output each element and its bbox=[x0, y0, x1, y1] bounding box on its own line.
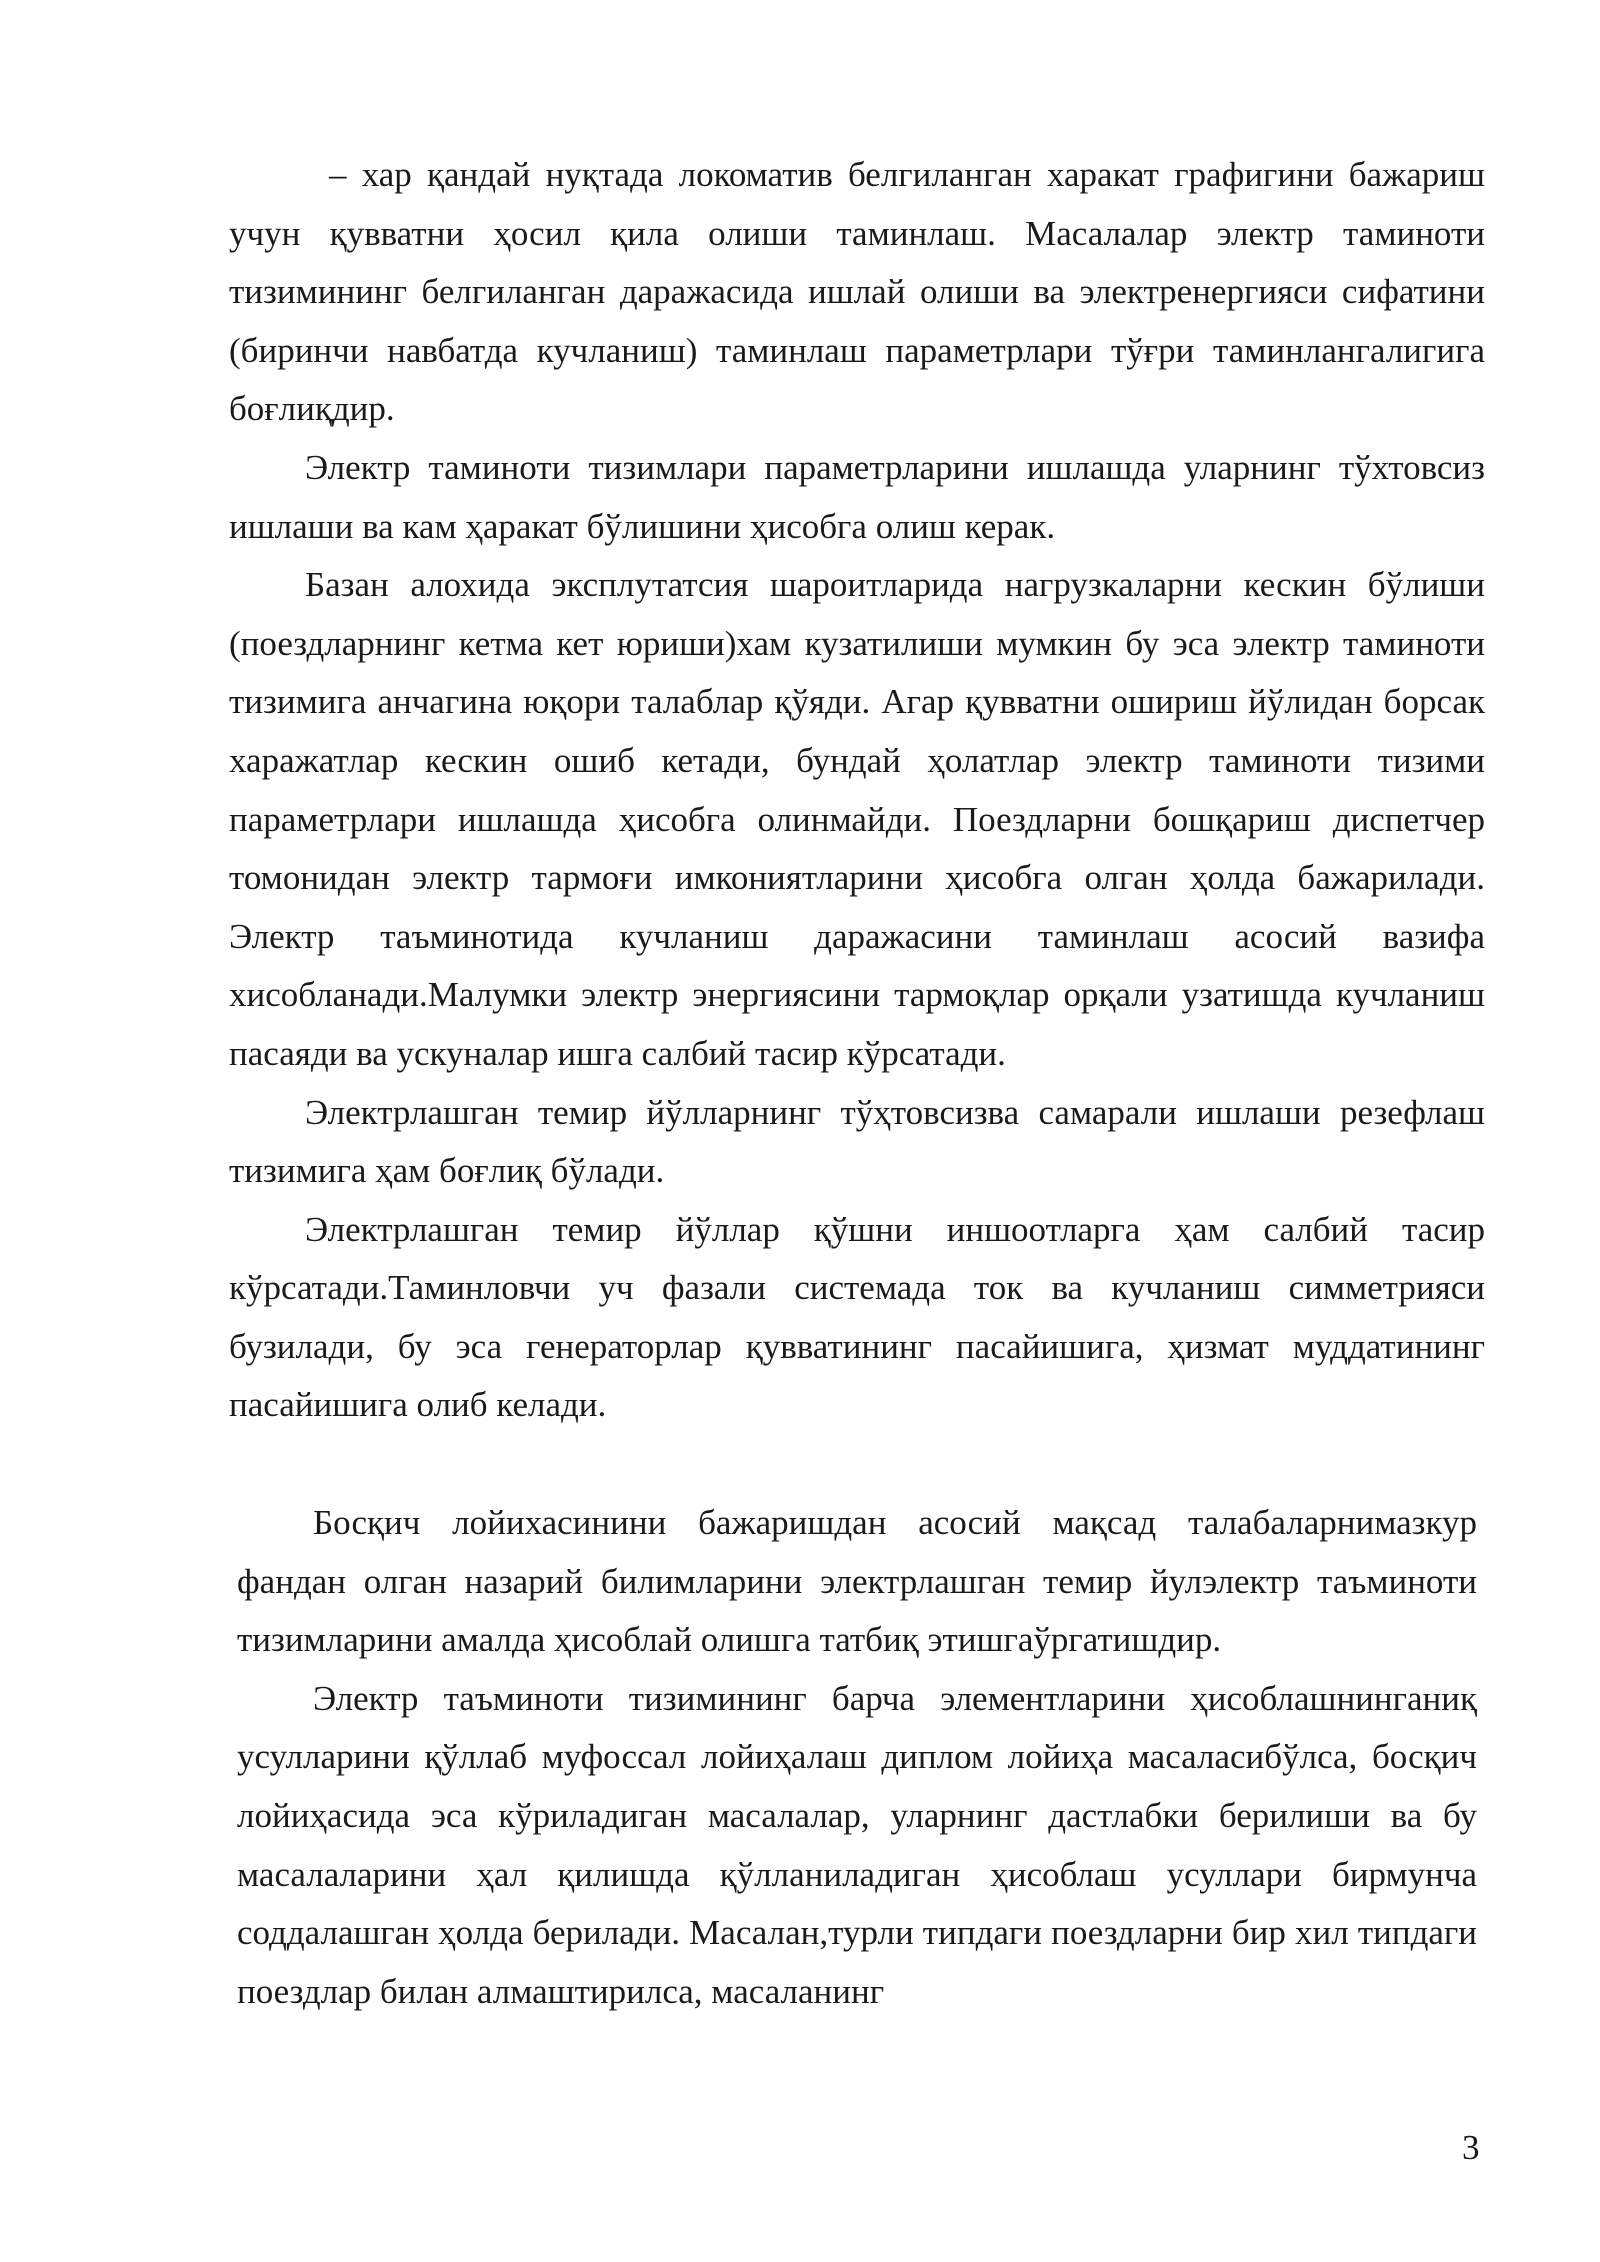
paragraph-5: Электрлашган темир йўллар қўшни иншоотларга ҳам салбий тасир кўрсатади.Таминловчи уч фазали системада ток ва кучланиш симметрияси бузилади, бу эса генераторлар қувватининг пасайишига, ҳизмат муддатининг пасайишига олиб келади. bbox=[229, 1209, 1485, 1425]
page-number: 3 bbox=[1462, 2128, 1480, 2167]
paragraph-4: Электрлашган темир йўлларнинг тўҳтовсизва самарали ишлаши резефлаш тизимига ҳам боғлиқ бўлади. bbox=[229, 1092, 1485, 1191]
paragraph-7: Электр таъминоти тизимининг барча элементларини ҳисоблашнинганиқ усулларини қўллаб муфоссал лойиҳалаш диплом лойиҳа масаласибўлса, босқич лойиҳасида эса кўриладиган масалалар, уларнинг дастлабки берилиши ва бу масалаларини ҳал қилишда қўлланиладиган ҳисоблаш усуллари бирмунча соддалашган ҳолда берилади. Масалан,турли типдаги поездларни бир хил типдаги поездлар билан алмаштирилса, масаланинг bbox=[237, 1678, 1477, 2011]
paragraph-2: Электр таминоти тизимлари параметрларини ишлашда уларнинг тўхтовсиз ишлаши ва кам ҳаракат бўлишини ҳисобга олиш керак. bbox=[229, 447, 1485, 546]
paragraph-3: Базан алохида эксплутатсия шароитларида нагрузкаларни кескин бўлиши (поездларнинг кетма кет юриши)хам кузатилиши мумкин бу эса электр таминоти тизимига анчагина юқори талаблар қўяди. Агар қувватни ошириш йўлидан борсак харажатлар кескин ошиб кетади, бундай ҳолатлар электр таминоти тизими параметрлари ишлашда ҳисобга олинмайди. Поездларни бошқариш диспетчер томонидан электр тармоғи имкониятларини ҳисобга олган ҳолда бажарилади. Электр таъминотида кучланиш даражасини таминлаш асосий вазифа хисобланади.Малумки электр энергиясини тармоқлар орқали узатишда кучланиш пасаяди ва ускуналар ишга салбий тасир кўрсатади. bbox=[229, 565, 1485, 1073]
text-block-top bbox=[229, 146, 1485, 1435]
text-block-bottom bbox=[237, 1494, 1477, 2021]
paragraph-6: Босқич лойихасинини бажаришдан асосий мақсад талабаларнимазкур фандан олган назарий билимларини электрлашган темир йулэлектр таъминоти тизимларини амалда ҳисоблай олишга татбиқ этишгаўргатишдир. bbox=[237, 1503, 1477, 1660]
paragraph-1: – хар қандай нуқтада локоматив белгиланган харакат графигини бажариш учун қувватни ҳосил қила олиши таминлаш. Масалалар электр таминоти тизимининг белгиланган даражасида ишлай олиши ва электренергияси сифатини (биринчи навбатда кучланиш) таминлаш параметрлари тўғри таминлангалигига боғлиқдир. bbox=[229, 155, 1485, 429]
